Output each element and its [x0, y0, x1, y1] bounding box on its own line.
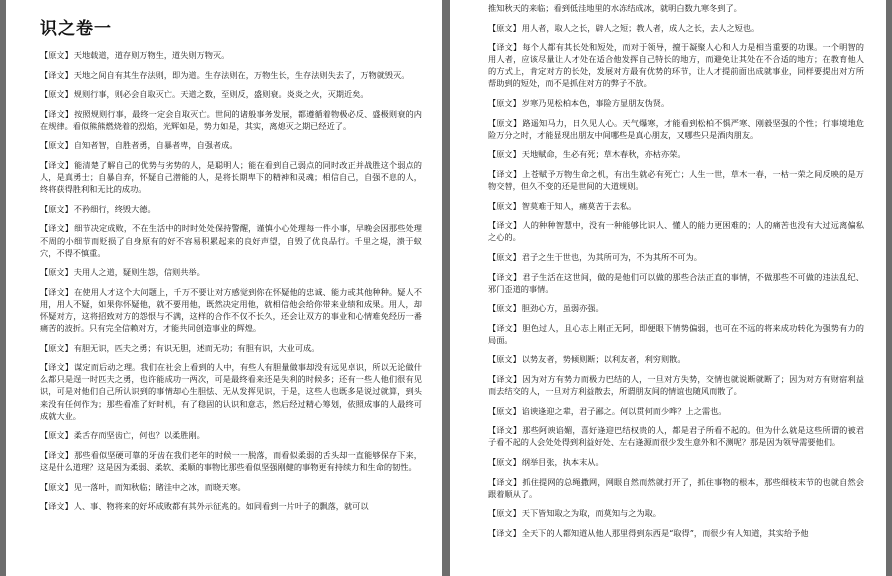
paragraph-tag: 【原文】 [488, 457, 521, 468]
paragraph-tag: 【译文】 [488, 168, 522, 179]
paragraph-tag: 【原文】 [488, 303, 521, 314]
paragraph-tag: 【译文】 [40, 362, 74, 373]
paragraph-text: 智莫难于知人，痛莫苦于去私。 [521, 200, 637, 211]
paragraph [40, 49, 422, 61]
paragraph [40, 69, 422, 81]
paragraph [488, 405, 864, 417]
paragraph-text: 每个人都有其长处和短处，而对于领导，擅于凝聚人心和人力是相当重要的功课。一个明智的用人者，应该尽量让人才处在适合他发挥自己特长的地方，而避免让其处在不合适的地方；在教育他人的方式上，肯定对方的长处，发展对方最有优势的环节，让人才提前面出成就事业，同样要提出对方所帮助到的短处，而不是抓住对方的弊子不放。 [488, 42, 864, 89]
paragraph [40, 286, 422, 334]
paragraph-text: 路遥知马力，日久见人心。天气爆寒，才能看到松柏不惧严寒、刚毅坚强的个性；行事境地危险万分之时，才能显现出朋友中间哪些是真心朋友，又哪些只是酒肉朋友。 [488, 117, 864, 140]
paragraph [488, 424, 864, 448]
paragraph-tag: 【原文】 [488, 405, 521, 416]
paragraph [488, 97, 864, 109]
paragraph [488, 200, 864, 212]
paragraph-text: 夫用人之道，疑则生怨，信则共举。 [73, 267, 205, 278]
paragraph-text: 能清楚了解自己的优势与劣势的人，是聪明人；能在看到自己弱点的同时改正并战胜这个弱点的人，是真勇士；自暴自弃，怀疑自己潜能的人，是将长期卑下的精神和灵魂；相信自己，自强不息的人，终将获得胜利和无比的成功。 [40, 160, 422, 195]
paragraph-text: 胆色过人，且心志上刚正无阿，即便眼下情势偏弱，也可在不远的将来成功转化为强势有力的局面。 [488, 322, 864, 345]
paragraph-text: 见一落叶，而知秋临；睹洼中之冰，而晓天寒。 [73, 481, 246, 492]
paragraph-tag: 【原文】 [40, 481, 73, 492]
paragraph-text: 胆劲心方，虽弱亦强。 [521, 303, 604, 314]
paragraph-text: 君子生活在这世间，做的是他们可以做的那些合法正直的事情，不做那些不可做的违法乱纪、邪门歪道的事情。 [488, 271, 864, 294]
paragraph-tag: 【译文】 [40, 449, 74, 460]
paragraph-tag: 【译文】 [40, 286, 74, 297]
paragraph [40, 429, 422, 441]
paragraph-text: 抓住提网的总绳撒网，网眼自然而然就打开了，抓住事物的根本，那些细枝末节的也就自然会跟着顺从了。 [488, 476, 864, 499]
paragraph-tag: 【译文】 [488, 527, 521, 538]
paragraph-text: 谄谀逢迎之辈，君子鄙之。何以贯何而少哗？上之需也。 [521, 405, 727, 416]
paragraph-tag: 【原文】 [488, 200, 521, 211]
paragraph-text: 按照规则行事，最终一定会自取灭亡。世间的诸般事务发展，都遵循着物极必反、盛极则衰的内在规律。看似熊熊燃烧着的烈焰，光辉如是，势力如是，其实，离熄灭之期已经近了。 [40, 108, 422, 131]
paragraph [488, 2, 864, 14]
right-page [450, 0, 886, 576]
paragraph-tag: 【原文】 [488, 98, 521, 109]
paragraph [488, 353, 864, 365]
paragraph [488, 117, 864, 141]
paragraph-text: 不矜细行，终毁大德。 [73, 203, 156, 214]
paragraph-text: 君子之生于世也，为其所可为，不为其所不可为。 [521, 251, 702, 262]
paragraph-tag: 【原文】 [488, 117, 522, 128]
paragraph-text: 岁寒乃见松柏本色，事险方显朋友伪贤。 [521, 98, 670, 109]
paragraph-text: 那些阿谀谄媚，喜好逢迎巴结权贵的人，都是君子所看不起的。但为什么就是这些所谓的被君子看不起的人会处处得到利益好处、左右逢源而很少发生意外和不测呢？那是因为领导需要他们。 [488, 425, 864, 448]
paragraph-tag: 【原文】 [40, 430, 73, 441]
paragraph-tag: 【译文】 [488, 476, 522, 487]
paragraph [40, 88, 422, 100]
left-page-body [40, 49, 422, 512]
paragraph-tag: 【原文】 [488, 354, 521, 365]
paragraph-text: 细节决定成败，不在生活中的时时处处保持警醒，谨慎小心处理每一件小事，早晚会因那些处理不周的小细节而贬损了自身原有的好不容易积累起来的良好声望，自毁了优良品行。千里之堤，溃于蚁穴，不得不慎重。 [40, 223, 422, 258]
paragraph-tag: 【译文】 [488, 42, 522, 53]
paragraph [488, 219, 864, 243]
paragraph [40, 481, 422, 493]
paragraph-tag: 【原文】 [488, 149, 521, 160]
paragraph-text: 柔舌存而坚齿亡，何也？以柔胜刚。 [73, 430, 205, 441]
paragraph [40, 449, 422, 473]
paragraph-tag: 【译文】 [488, 271, 522, 282]
paragraph [488, 527, 864, 539]
paragraph-tag: 【原文】 [40, 342, 73, 353]
paragraph-tag: 【原文】 [40, 89, 73, 100]
paragraph [488, 456, 864, 468]
paragraph-text: 在使用人才这个大问题上，千万不要让对方感觉到你在怀疑他的忠诚、能力或其他种种。疑人不用，用人不疑，如果你怀疑他，就不要用他，既然决定用他，就相信他会给你带来业绩和成果。用人，却怀疑对方，这将招致对方的怨恨与不满，这样的合作不仅不长久，还会让双方的事业和心情难免经历一番痛苦的波折。只有完全信赖对方，才能共同创造事业的辉煌。 [40, 286, 422, 334]
paragraph [488, 507, 864, 519]
paragraph-text: 全天下的人都知道从他人那里得到东西是“取得”，而很少有人知道，其实给予他 [521, 527, 809, 538]
paragraph-text: 以势友者，势倾则断；以利友者，利穷则散。 [521, 354, 686, 365]
paragraph-text: 天下皆知取之为取，而莫知与之为取。 [521, 508, 661, 519]
paragraph [40, 342, 422, 354]
paragraph [40, 139, 422, 151]
paragraph [40, 361, 422, 421]
paragraph-text: 谋定而后动之理。我们在社会上看到的人中，有些人有胆量做事却没有远见卓识，所以无论做什么都只是逞一时匹夫之勇，也许能成功一两次，可是最终看来还是失利的时候多；还有一些人他们很有见识，可是对他们自己所认识到的事情却心生胆怯、无从发挥见识，于是，这些人也既多是说过就算，到头来没有任何作为；那些看准了好时机，有了稳固的认识和意志，然后经过精心筹划，依照成事的人最终可成就大业。 [40, 362, 422, 421]
paragraph-tag: 【原文】 [488, 508, 521, 519]
paragraph-tag: 【原文】 [488, 22, 521, 33]
paragraph-text: 因为对方有势力而极力巴结的人，一旦对方失势，交情也就说断就断了；因为对方有财宿利益而去结交的人，一旦对方利益散去，所谓朋友间的情谊也随风而散了。 [488, 374, 864, 397]
paragraph [488, 476, 864, 500]
paragraph-text: 天地赋命，生必有死；草木春秋，亦枯亦荣。 [521, 149, 686, 160]
paragraph-text: 推知秋天的来临；看到低洼地里的水冻结成冰，就明白数九寒冬到了。 [488, 3, 742, 13]
paragraph-tag: 【原文】 [488, 251, 521, 262]
paragraph-tag: 【译文】 [40, 69, 73, 80]
paragraph [488, 22, 864, 34]
paragraph-tag: 【原文】 [40, 203, 73, 214]
paragraph-tag: 【原文】 [40, 267, 73, 278]
paragraph-text: 那些看似坚硬可靠的牙齿在我们老年的时候一一脱落，而看似柔弱的舌头却一直能够保存下来，这是什么道理？这是因为柔弱、柔软、柔顺的事物比那些看似坚强刚健的事物更有持续力和生命的韧性。 [40, 449, 422, 472]
paragraph [488, 41, 864, 89]
paragraph [40, 203, 422, 215]
paragraph [488, 322, 864, 346]
chapter-title: 识之卷一 [40, 19, 112, 39]
paragraph [40, 266, 422, 278]
paragraph-text: 自知者智，自胜者勇，自暴者卑，自强者成。 [73, 140, 238, 151]
paragraph [488, 168, 864, 192]
paragraph-tag: 【译文】 [40, 160, 74, 171]
left-page [6, 0, 442, 576]
paragraph-text: 天地之间自有其生存法则，即为道。生存法则在，万物生长，生存法则失去了，万物就毁灭。 [73, 69, 410, 80]
paragraph-tag: 【译文】 [488, 220, 522, 231]
paragraph-tag: 【译文】 [40, 223, 74, 234]
paragraph [488, 271, 864, 295]
right-page-body [488, 2, 864, 539]
paragraph-text: 用人者，取人之长，辟人之短；教人者，成人之长，去人之短也。 [521, 22, 760, 33]
paragraph [488, 148, 864, 160]
paragraph-tag: 【译文】 [488, 425, 522, 436]
paragraph-tag: 【原文】 [40, 140, 73, 151]
paragraph [488, 251, 864, 263]
paragraph-tag: 【译文】 [488, 322, 522, 333]
paragraph-text: 人、事、物将来的好坏成败都有其外示征兆的。如同看到一片叶子的飘落，就可以 [73, 501, 369, 512]
paragraph [488, 302, 864, 314]
paragraph-tag: 【原文】 [40, 50, 73, 60]
paragraph [40, 108, 422, 132]
paragraph-text: 纲举目张，执本末从。 [521, 457, 604, 468]
paragraph-text: 人的种种智慧中，没有一种能够比识人、懂人的能力更困难的；人的痛苦也没有大过远离偏私之心的。 [488, 220, 864, 243]
paragraph [40, 222, 422, 258]
paragraph [40, 159, 422, 195]
paragraph-tag: 【译文】 [40, 108, 74, 119]
paragraph-text: 规则行事，则必会自取灭亡。天道之数，至则反，盛则衰。炎炎之火，灭期近矣。 [73, 89, 369, 100]
paragraph [40, 500, 422, 512]
paragraph [488, 373, 864, 397]
paragraph-text: 上苍赋予万物生命之机，有出生就必有死亡；人生一世，草木一春，一枯一荣之间反映的是万物交替，但久不变的还是世间的大道规则。 [488, 168, 864, 192]
paragraph-text: 有胆无识，匹夫之勇；有识无胆，述而无功；有胆有识，大业可成。 [73, 342, 320, 353]
paragraph-text: 天地载道，道存则万物生，道失则万物灭。 [73, 50, 230, 60]
paragraph-tag: 【译文】 [40, 501, 73, 512]
paragraph-tag: 【译文】 [488, 374, 522, 385]
